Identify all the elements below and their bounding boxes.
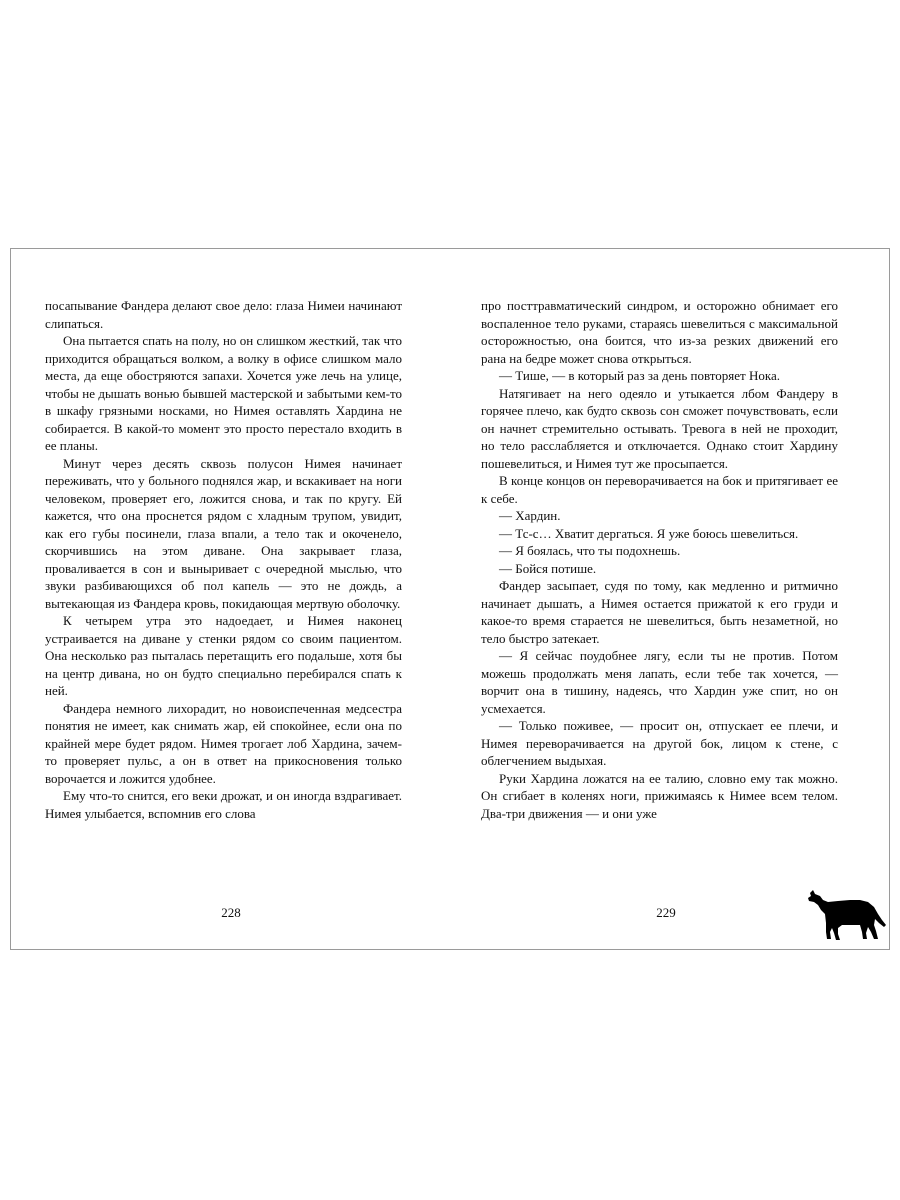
right-paragraph-10: — Я сейчас поудобнее лягу, если ты не против. Потом можешь продолжать меня лапать, если тебе так хочется, — ворчит она в тишину, надеясь, что Хардин уже спит, но он усмехается.: [481, 648, 838, 716]
left-paragraph-3: Минут через десять сквозь полусон Нимея начинает переживать, что у больного поднялся жар, и вскакивает на ноги человеком, проверяет его, ложится снова, и так по кругу. Ей кажется, что она проснется рядом с хладным трупом, увидит, как его губы посинели, глаза впали, а тело так и окоченело, скорчившись на этом диване. Она закрывает глаза, проваливается в сон и выныривает с очередной мыслью, что звуки разбивающихся об пол капель — это не дождь, а вытекающая из Фандера кровь, покидающая мертвую оболочку.: [45, 455, 402, 611]
right-paragraph-11: — Только поживее, — просит он, отпускает ее плечи, и Нимея переворачивается на другой бок, лицом к стене, с облегчением выдыхая.: [481, 718, 838, 768]
right-paragraph-6: — Тс-с… Хватит дергаться. Я уже боюсь шевелиться.: [499, 525, 799, 541]
left-page-number: 228: [221, 905, 241, 920]
right-page-text: [481, 297, 838, 822]
left-paragraph-4: К четырем утра это надоедает, и Нимея наконец устраивается на диване у стенки рядом со своим пациентом. Она несколько раз пыталась перетащить его подальше, хотя бы на центр дивана, но он будто специально перебирался спать к ней.: [45, 613, 402, 698]
left-paragraph-1: посапывание Фандера делают свое дело: глаза Нимеи начинают слипаться.: [45, 298, 402, 331]
right-paragraph-7: — Я боялась, что ты подохнешь.: [499, 543, 681, 558]
right-page-number: 229: [656, 905, 676, 920]
wolf-silhouette-icon: [808, 887, 888, 942]
right-paragraph-12: Руки Хардина ложатся на ее талию, словно ему так можно. Он сгибает в коленях ноги, прижимаясь к Нимее всем телом. Два-три движения — и они уже: [481, 770, 838, 821]
right-paragraph-9: Фандер засыпает, судя по тому, как медленно и ритмично начинает дышать, а Нимея остается прижатой к его груди и какое-то время старается не шевелиться, быть незаметной, но тело быстро затекает.: [481, 578, 838, 646]
wolf-shape: [808, 890, 886, 940]
right-paragraph-8: — Бойся потише.: [499, 560, 597, 576]
left-page-text: [45, 297, 402, 822]
right-paragraph-1: про посттравматический синдром, и осторожно обнимает его воспаленное тело руками, стараясь шевелиться с максимальной осторожностью, она боится, что из-за резких движений его рана на бедре может снова открыться.: [481, 298, 838, 366]
right-paragraph-4: В конце концов он переворачивается на бок и притягивает ее к себе.: [481, 473, 838, 506]
right-paragraph-2: — Тише, — в который раз за день повторяет Нока.: [499, 368, 780, 383]
book-spread: [10, 248, 890, 950]
left-paragraph-6: Ему что-то снится, его веки дрожат, и он иногда вздрагивает. Нимея улыбается, вспомнив его слова: [45, 788, 402, 821]
right-paragraph-3: Натягивает на него одеяло и утыкается лбом Фандеру в горячее плечо, как будто сквозь сон сможет почувствовать, если он начнет стремительно остывать. Тревога в ней не проходит, но тело расслабляется и отключается. Однако стоит Хардину пошевелиться, и Нимея тут же просыпается.: [481, 385, 838, 471]
left-paragraph-5: Фандера немного лихорадит, но новоиспеченная медсестра понятия не имеет, как снимать жар, ей спокойнее, если она по крайней мере будет рядом. Нимея трогает лоб Хардина, зачем-то проверяет пульс, а он в ответ на прикосновения только ворочается и ложится удобнее.: [45, 700, 402, 786]
right-paragraph-5: — Хардин.: [499, 508, 561, 523]
left-paragraph-2: Она пытается спать на полу, но он слишком жесткий, так что приходится обращаться волком, а волку в офисе слишком мало места, да еще обостряются запахи. Хочется уже лечь на улице, чтобы не дышать вонью бывшей мастерской и забытыми кем-то в шкафу грязными носками, но Нимея оставлять Хардина не собирается. В какой-то момент это просто перестало входить в ее планы.: [45, 333, 402, 453]
